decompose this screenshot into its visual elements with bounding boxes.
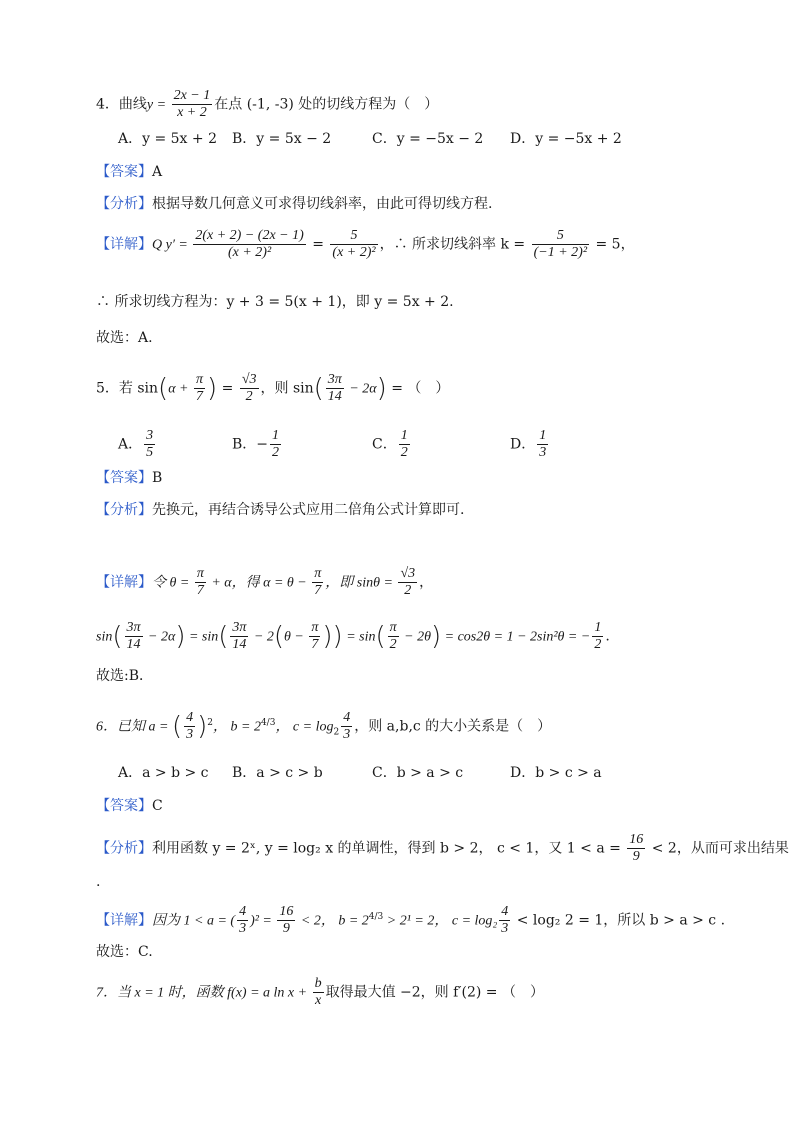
frac-num: 1 xyxy=(594,620,602,635)
frac-num: 4 xyxy=(343,710,351,725)
frac-num: 1 xyxy=(400,428,408,443)
q6-frac-4-3 xyxy=(341,710,352,743)
frac-den: 3 xyxy=(539,445,547,460)
option-frac xyxy=(399,428,410,461)
paren-left: ( xyxy=(171,711,183,742)
q4-choose: 故选：A. xyxy=(96,330,153,346)
q4-detail-frac-3-num: 5 xyxy=(532,228,589,245)
q5-detail-frac xyxy=(398,566,417,599)
q4-detail-frac-2-den: (x + 2)² xyxy=(332,245,376,260)
q5-stem-mid: ，则 sin xyxy=(260,380,314,397)
frac-num: 3π xyxy=(232,620,247,635)
option-label: C． xyxy=(372,436,397,453)
q6-stem-b: ， b = 2 xyxy=(213,719,261,735)
q6-analysis-frac xyxy=(627,832,645,865)
q6-analysis-a: 利用函数 y = 2ˣ, y = log₂ x 的单调性，得到 b > 2， c < 1，又 1 < a = xyxy=(152,840,626,857)
analysis-tag: 【分析】 xyxy=(96,502,152,518)
detail-tag: 【详解】 xyxy=(96,236,152,253)
q4-detail-1b: = xyxy=(307,236,329,253)
q5-detail-1c: ，即 sinθ = xyxy=(325,575,397,591)
analysis-tag: 【分析】 xyxy=(96,840,152,857)
q5-detail-frac xyxy=(125,620,143,653)
analysis-tag: 【分析】 xyxy=(96,196,152,212)
paren-left: ( xyxy=(112,621,123,652)
q6-option-c: C．b > a > c xyxy=(372,765,464,781)
q6-detail-frac xyxy=(277,904,295,937)
frac-den: 14 xyxy=(232,637,247,652)
frac-den: 2 xyxy=(594,637,602,652)
frac-den: 9 xyxy=(632,849,640,864)
frac-den: 2 xyxy=(400,445,408,460)
paren-left: ( xyxy=(313,373,324,404)
q4-analysis-text: 根据导数几何意义可求得切线斜率，由此可得切线方程. xyxy=(152,196,493,212)
frac-den: 3 xyxy=(343,727,351,742)
log-base: 2 xyxy=(333,727,340,738)
detail-tag: 【详解】 xyxy=(96,912,152,929)
q7-stem-post: 取得最大值 −2，则 f′(2) = （ ） xyxy=(325,984,544,1001)
paren-right: )) xyxy=(322,621,343,652)
q6-stem-c: ， c = log xyxy=(275,719,334,735)
q7-frac-b-x xyxy=(313,976,324,1009)
paren-right: ) xyxy=(175,621,186,652)
frac-den: 5 xyxy=(146,445,154,460)
q4-detail-frac-1 xyxy=(193,228,305,261)
frac-num: 3 xyxy=(146,428,154,443)
q5-stem-alpha: α + xyxy=(168,381,192,397)
q5-detail-1b: + α，得 α = θ − xyxy=(207,575,311,591)
q4-detail-1c: ，∴ 所求切线斜率 k = xyxy=(379,236,530,253)
frac-num: π xyxy=(314,566,322,581)
q4-fraction-den: x + 2 xyxy=(177,105,207,120)
q5-choose: 故选:B． xyxy=(96,668,154,684)
q4-detail-1a: Q y′ = xyxy=(152,237,192,253)
frac-den: 3 xyxy=(186,727,194,742)
q5-detail-frac xyxy=(230,620,248,653)
answer-tag: 【答案】 xyxy=(96,798,152,814)
paren-left: ( xyxy=(218,621,229,652)
q6-detail-e: < log₂ 2 = 1，所以 b > a > c . xyxy=(512,912,726,929)
frac-den: 7 xyxy=(311,637,319,652)
q6-stem-post: ，则 a,b,c 的大小关系是（ ） xyxy=(354,718,552,735)
q4-stem-suffix: 在点 (-1, -3) 处的切线方程为（ ） xyxy=(214,96,439,113)
frac-num: √3 xyxy=(241,372,257,387)
paren-right: ) xyxy=(197,711,208,742)
q6-detail-a: 因为 1 < a = ( xyxy=(152,913,236,929)
q5-frac-3pi-14 xyxy=(326,372,344,405)
q4-detail-1d: = 5， xyxy=(591,236,635,253)
q5-detail-2c: − 2 xyxy=(250,629,274,645)
q5-detail-frac xyxy=(388,620,399,653)
frac-den: 3 xyxy=(501,921,509,936)
q6-detail-frac xyxy=(499,904,510,937)
frac-num: 16 xyxy=(629,832,644,847)
q7-stem-pre: 7．当 x = 1 时，函数 f(x) = a ln x + xyxy=(96,985,311,1001)
q4-fraction-num: 2x − 1 xyxy=(173,88,211,103)
q5-option-a xyxy=(118,428,157,461)
frac-num: 3π xyxy=(327,372,342,387)
q6-analysis-dot: . xyxy=(96,874,101,890)
q5-analysis xyxy=(96,500,464,520)
answer-tag: 【答案】 xyxy=(96,164,152,180)
q6-option-d: D．b > c > a xyxy=(510,765,602,781)
q5-detail-2a: sin xyxy=(96,629,113,645)
frac-den: 7 xyxy=(314,583,322,598)
q4-detail-frac-2-num: 5 xyxy=(330,228,377,245)
q5-minus-2alpha: − 2α xyxy=(144,629,176,645)
q4-func-y: y = xyxy=(146,97,170,113)
q5-stem xyxy=(96,372,449,405)
frac-num: π xyxy=(389,620,397,635)
q5-answer xyxy=(96,468,162,488)
q4-option-b: B．y = 5x − 2 xyxy=(232,131,332,147)
q5-detail-2g: = cos2θ = 1 − 2sin²θ = − xyxy=(441,629,591,645)
equals: = xyxy=(217,380,238,397)
q5-detail-2b: = sin xyxy=(185,629,219,645)
q4-answer xyxy=(96,162,162,182)
frac-den: 2 xyxy=(245,389,253,404)
frac-num: π xyxy=(196,372,204,387)
q5-option-b xyxy=(232,428,283,461)
frac-den: 7 xyxy=(196,583,204,598)
q6-analysis xyxy=(96,832,789,865)
option-label: B．− xyxy=(232,436,269,453)
detail-tag: 【详解】 xyxy=(96,574,152,591)
q4-detail-frac-1-den: (x + 2)² xyxy=(227,245,272,260)
option-frac xyxy=(144,428,155,461)
frac-num: √3 xyxy=(400,566,416,581)
frac-num: π xyxy=(196,566,204,581)
q4-detail-frac-3 xyxy=(532,228,589,261)
q5-frac-sqrt3-2 xyxy=(240,372,259,405)
q5-detail-frac xyxy=(309,620,320,653)
q4-stem xyxy=(96,88,438,121)
q5-frac-pi-7 xyxy=(194,372,205,405)
q6-option-b: B．a > c > b xyxy=(232,765,323,781)
frac-den: 3 xyxy=(239,921,247,936)
q5-answer-value: B xyxy=(152,470,163,486)
frac-num: π xyxy=(311,620,319,635)
q4-stem-prefix: 4．曲线 xyxy=(96,96,147,113)
q5-stem-post: = （ ） xyxy=(386,380,450,397)
paren-right: ) xyxy=(376,373,387,404)
q4-answer-value: A xyxy=(152,164,163,180)
option-label: D． xyxy=(510,436,536,453)
frac-den: 14 xyxy=(327,389,342,404)
q6-detail-d: > 2¹ = 2， c = log₂ xyxy=(383,913,498,929)
option-frac xyxy=(270,428,281,461)
q4-detail-frac-1-num: 2(x + 2) − (2x − 1) xyxy=(195,228,304,243)
q4-option-a: A．y = 5x + 2 xyxy=(118,131,217,147)
q6-answer-value: C xyxy=(152,798,163,814)
paren-left: ( xyxy=(158,373,169,404)
q6-answer xyxy=(96,796,163,816)
q4-detail-frac-3-den: (−1 + 2)² xyxy=(533,245,588,260)
frac-num: 1 xyxy=(539,428,547,443)
q7-stem xyxy=(96,976,544,1009)
q6-detail-frac xyxy=(237,904,248,937)
frac-den: 2 xyxy=(404,583,412,598)
q5-detail-2e: = sin xyxy=(342,629,376,645)
frac-den: 2 xyxy=(389,637,397,652)
q6-stem-pre: 6．已知 a = xyxy=(96,719,172,735)
q5-detail-1d: ， xyxy=(419,574,434,591)
exponent: 2 xyxy=(207,717,213,728)
q4-detail-1 xyxy=(96,228,635,261)
frac-den: x xyxy=(314,993,322,1008)
q6-detail xyxy=(96,904,725,937)
q4-option-c: C．y = −5x − 2 xyxy=(372,131,484,147)
paren-left: ( xyxy=(375,621,386,652)
frac-num: 4 xyxy=(501,904,509,919)
q6-detail-c: < 2， b = 2 xyxy=(297,913,369,929)
q4-analysis xyxy=(96,194,492,214)
option-frac xyxy=(537,428,548,461)
q5-detail-frac xyxy=(592,620,603,653)
q5-option-c xyxy=(372,428,412,461)
q4-option-d: D．y = −5x + 2 xyxy=(510,131,622,147)
frac-den: 2 xyxy=(272,445,280,460)
q6-frac-4-3 xyxy=(184,710,195,743)
q6-analysis-b: < 2，从而可求出结果 xyxy=(647,840,789,857)
q5-detail-2 xyxy=(96,620,610,653)
q5-stem-pre: 5．若 sin xyxy=(96,380,159,397)
frac-den: 14 xyxy=(126,637,141,652)
q5-detail-1a: 令 θ = xyxy=(152,575,193,591)
q5-detail-frac xyxy=(195,566,206,599)
q4-fraction xyxy=(172,88,213,121)
q5-option-d xyxy=(510,428,550,461)
q5-analysis-text: 先换元，再结合诱导公式应用二倍角公式计算即可. xyxy=(152,502,465,518)
q4-detail-frac-2 xyxy=(330,228,377,261)
q5-detail-2f: − 2θ xyxy=(400,629,431,645)
q5-minus-2alpha: − 2α xyxy=(345,381,377,397)
paren-left: ( xyxy=(273,621,285,652)
frac-num: 3π xyxy=(126,620,141,635)
q6-stem xyxy=(96,710,551,743)
frac-num: b xyxy=(314,976,322,991)
answer-tag: 【答案】 xyxy=(96,470,152,486)
option-label: A． xyxy=(118,436,143,453)
q6-option-a: A．a > b > c xyxy=(118,765,209,781)
frac-num: 16 xyxy=(279,904,294,919)
frac-num: 4 xyxy=(239,904,247,919)
frac-num: 4 xyxy=(186,710,194,725)
q5-detail-frac xyxy=(312,566,323,599)
paren-right: ) xyxy=(430,621,442,652)
frac-den: 9 xyxy=(282,921,290,936)
paren-right: ) xyxy=(207,373,218,404)
q5-detail-2d: θ − xyxy=(284,629,308,645)
q6-choose: 故选：C. xyxy=(96,944,153,960)
frac-den: 7 xyxy=(196,389,203,404)
q6-detail-b: )² = xyxy=(250,913,276,929)
frac-num: 1 xyxy=(272,428,280,443)
q5-detail-1 xyxy=(96,566,433,599)
exponent: 4/3 xyxy=(260,717,276,728)
q5-detail-2h: . xyxy=(605,628,610,645)
exponent: 4/3 xyxy=(368,911,384,922)
q4-detail-2: ∴ 所求切线方程为：y + 3 = 5(x + 1)，即 y = 5x + 2. xyxy=(96,294,454,310)
